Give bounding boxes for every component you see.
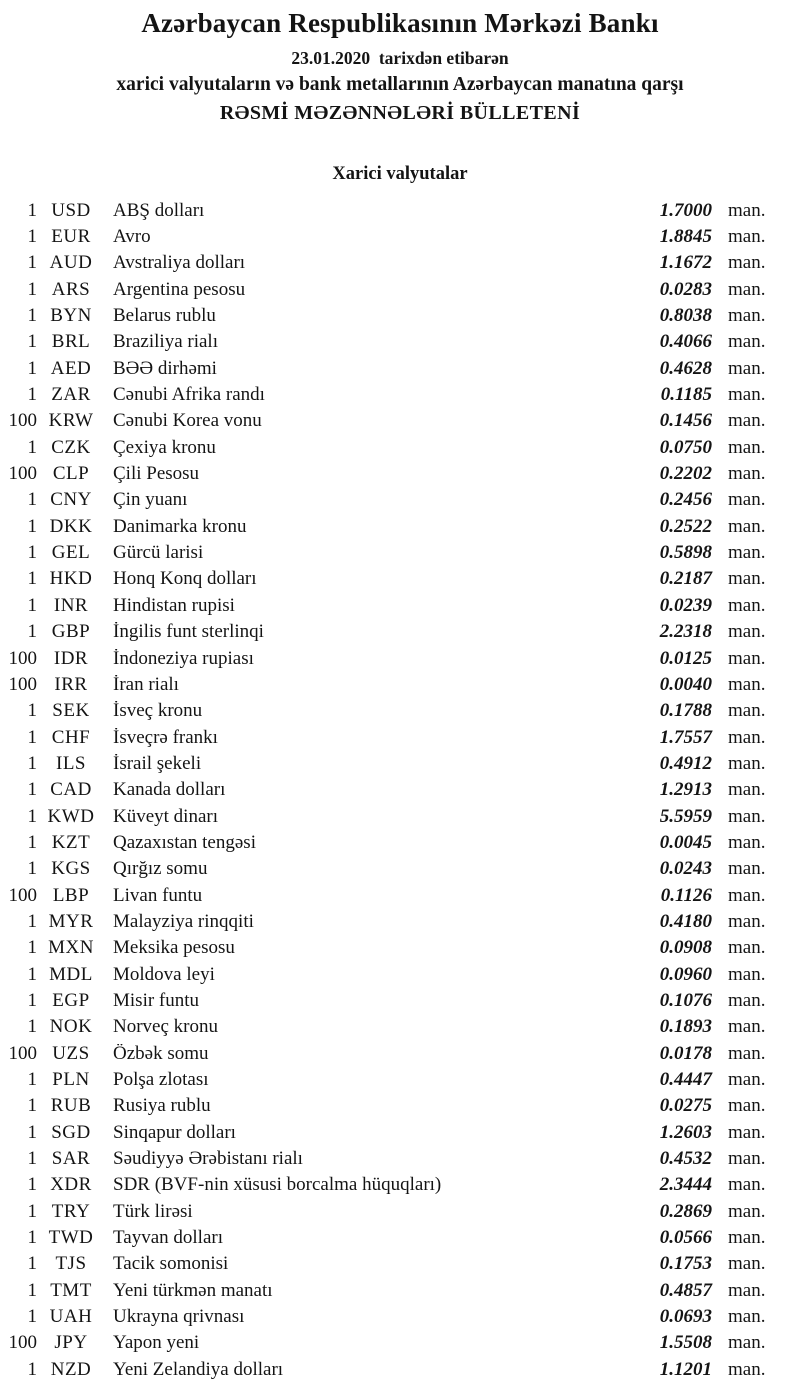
currency-name: Moldova leyi <box>113 964 215 984</box>
currency-row <box>0 487 800 513</box>
currency-name: Malayziya rinqqiti <box>113 911 254 931</box>
currency-quantity: 1 <box>27 489 37 511</box>
currency-row <box>0 908 800 934</box>
currency-rate: 0.1126 <box>660 884 712 906</box>
currency-unit-label: man. <box>728 647 766 669</box>
currency-rate: 0.1753 <box>659 1253 712 1275</box>
currency-rate: 0.0750 <box>659 436 712 458</box>
currency-rate: 0.1076 <box>659 989 712 1011</box>
currency-row <box>0 829 800 855</box>
currency-rate: 0.0275 <box>659 1095 712 1117</box>
currency-code: KGS <box>51 858 91 880</box>
currency-rate: 0.0045 <box>659 831 712 853</box>
currency-unit-label: man. <box>728 805 766 827</box>
currency-row <box>0 381 800 407</box>
currency-code: XDR <box>50 1174 92 1196</box>
currency-quantity: 100 <box>8 884 37 906</box>
currency-unit-label: man. <box>728 1306 766 1328</box>
currency-code: NZD <box>50 1358 92 1380</box>
currency-rate: 0.4180 <box>659 910 712 932</box>
currency-row <box>0 329 800 355</box>
currency-unit-label: man. <box>728 515 766 537</box>
currency-quantity: 1 <box>27 305 37 327</box>
currency-row <box>0 882 800 908</box>
currency-name: Ukrayna qrivnası <box>113 1307 245 1327</box>
currency-quantity: 1 <box>27 1174 37 1196</box>
bank-name-title: Azərbaycan Respublikasının Mərkəzi Bankı <box>141 8 659 38</box>
currency-quantity: 1 <box>27 1253 37 1275</box>
currency-unit-label: man. <box>728 1069 766 1091</box>
currency-unit-label: man. <box>728 910 766 932</box>
currency-name: Tayvan dolları <box>113 1228 223 1248</box>
currency-code: SEK <box>52 700 90 722</box>
currency-row <box>0 1172 800 1198</box>
currency-rate: 0.2202 <box>659 463 712 485</box>
currency-rate: 1.7557 <box>659 726 712 748</box>
currency-quantity: 1 <box>27 910 37 932</box>
currency-quantity: 1 <box>27 357 37 379</box>
currency-code: TRY <box>51 1200 91 1222</box>
currency-row <box>0 1277 800 1303</box>
currency-quantity: 1 <box>27 1095 37 1117</box>
currency-name: BƏƏ dirhəmi <box>113 358 217 378</box>
currency-code: KWD <box>47 805 95 827</box>
currency-quantity: 1 <box>27 199 37 221</box>
currency-unit-label: man. <box>728 1042 766 1064</box>
currency-code: CHF <box>51 726 91 748</box>
currency-quantity: 1 <box>27 515 37 537</box>
currency-unit-label: man. <box>728 568 766 590</box>
currency-name: Türk lirəsi <box>113 1201 193 1221</box>
currency-rate: 1.2603 <box>659 1121 712 1143</box>
currency-unit-label: man. <box>728 779 766 801</box>
currency-row <box>0 645 800 671</box>
currency-quantity: 1 <box>27 594 37 616</box>
currency-unit-label: man. <box>728 252 766 274</box>
currency-unit-label: man. <box>728 673 766 695</box>
currency-rate: 0.0243 <box>659 858 712 880</box>
currency-row <box>0 1014 800 1040</box>
currency-quantity: 1 <box>27 989 37 1011</box>
currency-quantity: 1 <box>27 252 37 274</box>
currency-quantity: 100 <box>8 647 37 669</box>
currency-code: CZK <box>51 436 91 458</box>
currency-rate: 0.0960 <box>659 963 712 985</box>
currency-unit-label: man. <box>728 1227 766 1249</box>
currency-quantity: 1 <box>27 1200 37 1222</box>
currency-quantity: 1 <box>27 1306 37 1328</box>
currency-quantity: 100 <box>8 1332 37 1354</box>
currency-row <box>0 987 800 1013</box>
currency-name: Sinqapur dolları <box>113 1122 236 1142</box>
currency-rate: 0.0239 <box>659 594 712 616</box>
currency-name: Avstraliya dolları <box>113 253 246 273</box>
currency-code: BYN <box>50 305 92 327</box>
currency-quantity: 1 <box>27 1121 37 1143</box>
bulletin-title: RƏSMİ MƏZƏNNƏLƏRİ BÜLLETENİ <box>219 102 581 124</box>
currency-code: UZS <box>52 1042 90 1064</box>
currency-rate: 0.1185 <box>660 384 712 406</box>
currency-row <box>0 671 800 697</box>
currency-row <box>0 250 800 276</box>
currency-name: Yeni Zelandiya dolları <box>113 1359 284 1379</box>
currency-name: Çili Pesosu <box>113 464 200 484</box>
currency-quantity: 1 <box>27 384 37 406</box>
currency-name: Polşa zlotası <box>113 1070 209 1090</box>
currency-name: Gürcü larisi <box>113 543 204 563</box>
currency-row <box>0 1224 800 1250</box>
currency-unit-label: man. <box>728 542 766 564</box>
currency-unit-label: man. <box>728 1121 766 1143</box>
currency-quantity: 1 <box>27 805 37 827</box>
currency-unit-label: man. <box>728 752 766 774</box>
currency-code: AED <box>50 357 92 379</box>
currency-quantity: 1 <box>27 937 37 959</box>
currency-quantity: 1 <box>27 1016 37 1038</box>
currency-rate: 5.5959 <box>659 805 712 827</box>
currency-row <box>0 935 800 961</box>
currency-unit-label: man. <box>728 1095 766 1117</box>
currency-rate: 0.2522 <box>659 515 712 537</box>
currency-quantity: 1 <box>27 779 37 801</box>
effective-date-line: 23.01.2020 tarixdən etibarən <box>291 48 509 68</box>
currency-name: Kanada dolları <box>113 780 226 800</box>
currency-quantity: 1 <box>27 621 37 643</box>
currency-unit-label: man. <box>728 700 766 722</box>
currency-code: TWD <box>48 1227 94 1249</box>
currency-name: İndoneziya rupiası <box>113 648 254 668</box>
currency-row <box>0 1119 800 1145</box>
currency-unit-label: man. <box>728 989 766 1011</box>
currency-code: GBP <box>51 621 91 643</box>
currency-row <box>0 1198 800 1224</box>
currency-unit-label: man. <box>728 594 766 616</box>
currency-quantity: 1 <box>27 858 37 880</box>
currency-unit-label: man. <box>728 226 766 248</box>
currency-name: Honq Konq dolları <box>113 569 257 589</box>
currency-code: ZAR <box>51 384 91 406</box>
currency-code: CAD <box>50 779 92 801</box>
currency-quantity: 1 <box>27 568 37 590</box>
currency-quantity: 1 <box>27 436 37 458</box>
currency-code: RUB <box>50 1095 92 1117</box>
currency-row <box>0 434 800 460</box>
currency-unit-label: man. <box>728 384 766 406</box>
currency-quantity: 1 <box>27 226 37 248</box>
currency-name: Küveyt dinarı <box>113 806 219 826</box>
currency-row <box>0 1356 800 1382</box>
currency-code: GEL <box>51 542 91 564</box>
currency-code: PLN <box>52 1069 90 1091</box>
currency-unit-label: man. <box>728 1279 766 1301</box>
currency-row <box>0 566 800 592</box>
currency-code: SGD <box>51 1121 91 1143</box>
currency-code: EGP <box>52 989 90 1011</box>
currency-rate: 1.8845 <box>659 226 712 248</box>
currency-row <box>0 698 800 724</box>
currency-rate: 0.5898 <box>659 542 712 564</box>
currency-code: NOK <box>49 1016 93 1038</box>
currency-unit-label: man. <box>728 858 766 880</box>
currency-rate: 0.0566 <box>659 1227 712 1249</box>
currency-name: İsveçrə frankı <box>113 727 218 747</box>
currency-row <box>0 1093 800 1119</box>
currency-rate: 0.0040 <box>659 673 712 695</box>
currency-rate: 0.4628 <box>659 357 712 379</box>
currency-rate: 0.4447 <box>659 1069 712 1091</box>
currency-rate: 2.3444 <box>659 1174 712 1196</box>
currency-name: Çin yuanı <box>113 490 188 510</box>
currency-rate: 0.2869 <box>659 1200 712 1222</box>
currency-quantity: 1 <box>27 1148 37 1170</box>
currency-rate: 0.4857 <box>659 1279 712 1301</box>
currency-code: IRR <box>54 673 88 695</box>
currency-rate: 0.1788 <box>659 700 712 722</box>
currency-row <box>0 408 800 434</box>
currency-quantity: 1 <box>27 831 37 853</box>
currency-unit-label: man. <box>728 726 766 748</box>
currency-name: SDR (BVF-nin xüsusi borcalma hüquqları) <box>113 1175 442 1195</box>
currency-quantity: 1 <box>27 542 37 564</box>
currency-code: KRW <box>48 410 94 432</box>
currency-unit-label: man. <box>728 1148 766 1170</box>
currency-rate: 0.2187 <box>659 568 712 590</box>
currency-quantity: 1 <box>27 752 37 774</box>
currency-unit-label: man. <box>728 278 766 300</box>
currency-unit-label: man. <box>728 1358 766 1380</box>
currency-quantity: 1 <box>27 278 37 300</box>
currency-name: İsrail şekeli <box>113 753 202 773</box>
currency-code: IDR <box>53 647 89 669</box>
currency-row <box>0 513 800 539</box>
currency-row <box>0 223 800 249</box>
currency-name: ABŞ dolları <box>113 200 205 220</box>
currency-rate: 0.0178 <box>659 1042 712 1064</box>
currency-code: JPY <box>54 1332 88 1354</box>
currency-row <box>0 355 800 381</box>
currency-code: ILS <box>56 752 86 774</box>
currency-row <box>0 777 800 803</box>
currency-unit-label: man. <box>728 831 766 853</box>
currency-name: Çexiya kronu <box>113 437 216 457</box>
currency-name: Belarus rublu <box>113 306 216 326</box>
currency-row <box>0 1145 800 1171</box>
currency-row <box>0 276 800 302</box>
currency-row <box>0 1330 800 1356</box>
currency-unit-label: man. <box>728 357 766 379</box>
currency-name: İran rialı <box>113 674 179 694</box>
currency-name: Livan funtu <box>113 885 203 905</box>
currency-row <box>0 197 800 223</box>
currency-code: USD <box>51 199 91 221</box>
currency-rate: 1.5508 <box>659 1332 712 1354</box>
currency-row <box>0 619 800 645</box>
currency-row <box>0 724 800 750</box>
currency-name: Danimarka kronu <box>113 516 247 536</box>
currency-name: Misir funtu <box>113 990 200 1010</box>
currency-quantity: 1 <box>27 1069 37 1091</box>
currency-row <box>0 1040 800 1066</box>
currency-unit-label: man. <box>728 1200 766 1222</box>
currency-name: Cənubi Korea vonu <box>113 411 262 431</box>
currency-rate: 0.4532 <box>659 1148 712 1170</box>
currency-rate: 0.1456 <box>659 410 712 432</box>
currency-row <box>0 592 800 618</box>
section-title-foreign-currencies: Xarici valyutalar <box>332 164 468 184</box>
currency-name: Tacik somonisi <box>113 1254 229 1274</box>
currency-code: KZT <box>51 831 91 853</box>
currency-name: Özbək somu <box>113 1043 209 1063</box>
currency-unit-label: man. <box>728 436 766 458</box>
currency-unit-label: man. <box>728 1016 766 1038</box>
currency-quantity: 1 <box>27 1279 37 1301</box>
currency-code: BRL <box>51 331 91 353</box>
currency-quantity: 1 <box>27 726 37 748</box>
currency-rate: 0.4066 <box>659 331 712 353</box>
currency-row <box>0 803 800 829</box>
currency-unit-label: man. <box>728 1332 766 1354</box>
currency-code: LBP <box>52 884 90 906</box>
currency-row <box>0 460 800 486</box>
currency-row <box>0 1251 800 1277</box>
currency-name: İsveç kronu <box>113 701 203 721</box>
currency-name: Qazaxıstan tengəsi <box>113 832 256 852</box>
currency-name: Səudiyyə Ərəbistanı rialı <box>113 1149 303 1169</box>
currency-rate: 0.2456 <box>659 489 712 511</box>
currency-code: ARS <box>51 278 91 300</box>
currency-name: Avro <box>113 227 151 247</box>
currency-row <box>0 302 800 328</box>
currency-rate: 0.1893 <box>659 1016 712 1038</box>
currency-name: Yeni türkmən manatı <box>113 1280 273 1300</box>
currency-quantity: 100 <box>8 1042 37 1064</box>
currency-row <box>0 750 800 776</box>
currency-quantity: 1 <box>27 963 37 985</box>
currency-code: MXN <box>48 937 94 959</box>
currency-row <box>0 1066 800 1092</box>
currency-quantity: 1 <box>27 331 37 353</box>
currency-name: Argentina pesosu <box>113 279 246 299</box>
currency-name: Qırğız somu <box>113 859 208 879</box>
currency-rate: 0.0908 <box>659 937 712 959</box>
currency-unit-label: man. <box>728 199 766 221</box>
currency-unit-label: man. <box>728 621 766 643</box>
currency-rate: 0.0125 <box>659 647 712 669</box>
currency-row <box>0 856 800 882</box>
currency-code: MYR <box>48 910 94 932</box>
currency-name: Cənubi Afrika randı <box>113 385 265 405</box>
currency-rate: 0.4912 <box>659 752 712 774</box>
currency-code: TMT <box>50 1279 92 1301</box>
currency-quantity: 1 <box>27 1358 37 1380</box>
currency-unit-label: man. <box>728 963 766 985</box>
currency-name: İngilis funt sterlinqi <box>113 622 264 642</box>
currency-rate: 1.1201 <box>659 1358 712 1380</box>
currency-unit-label: man. <box>728 489 766 511</box>
currency-name: Norveç kronu <box>113 1017 218 1037</box>
currency-unit-label: man. <box>728 884 766 906</box>
currency-rate: 2.2318 <box>659 621 712 643</box>
currency-code: HKD <box>49 568 93 590</box>
currency-code: INR <box>53 594 89 616</box>
currency-row <box>0 1303 800 1329</box>
currency-row <box>0 961 800 987</box>
currency-unit-label: man. <box>728 1253 766 1275</box>
currency-name: Meksika pesosu <box>113 938 235 958</box>
currency-rate: 0.0693 <box>659 1306 712 1328</box>
currency-name: Braziliya rialı <box>113 332 218 352</box>
currency-rate: 0.0283 <box>659 278 712 300</box>
currency-unit-label: man. <box>728 937 766 959</box>
currency-code: DKK <box>49 515 93 537</box>
currency-code: MDL <box>49 963 93 985</box>
currency-code: TJS <box>55 1253 87 1275</box>
currency-quantity: 100 <box>8 673 37 695</box>
currency-unit-label: man. <box>728 305 766 327</box>
currency-unit-label: man. <box>728 410 766 432</box>
currency-quantity: 100 <box>8 463 37 485</box>
subject-line: xarici valyutaların və bank metallarının Azərbaycan manatına qarşı <box>116 74 684 95</box>
currency-code: CLP <box>52 463 90 485</box>
currency-rate: 1.2913 <box>659 779 712 801</box>
currency-row <box>0 539 800 565</box>
currency-rate: 1.1672 <box>659 252 712 274</box>
currency-code: CNY <box>50 489 92 511</box>
currency-code: SAR <box>51 1148 91 1170</box>
currency-name: Hindistan rupisi <box>113 595 235 615</box>
currency-quantity: 1 <box>27 1227 37 1249</box>
currency-name: Rusiya rublu <box>113 1096 211 1116</box>
currency-quantity: 100 <box>8 410 37 432</box>
currency-code: EUR <box>51 226 91 248</box>
currency-rate: 0.8038 <box>659 305 712 327</box>
currency-rate: 1.7000 <box>659 199 712 221</box>
currency-unit-label: man. <box>728 463 766 485</box>
currency-quantity: 1 <box>27 700 37 722</box>
rates-table <box>0 197 800 1382</box>
currency-code: AUD <box>49 252 93 274</box>
currency-name: Yapon yeni <box>113 1333 200 1353</box>
currency-unit-label: man. <box>728 331 766 353</box>
currency-code: UAH <box>49 1306 93 1328</box>
currency-unit-label: man. <box>728 1174 766 1196</box>
